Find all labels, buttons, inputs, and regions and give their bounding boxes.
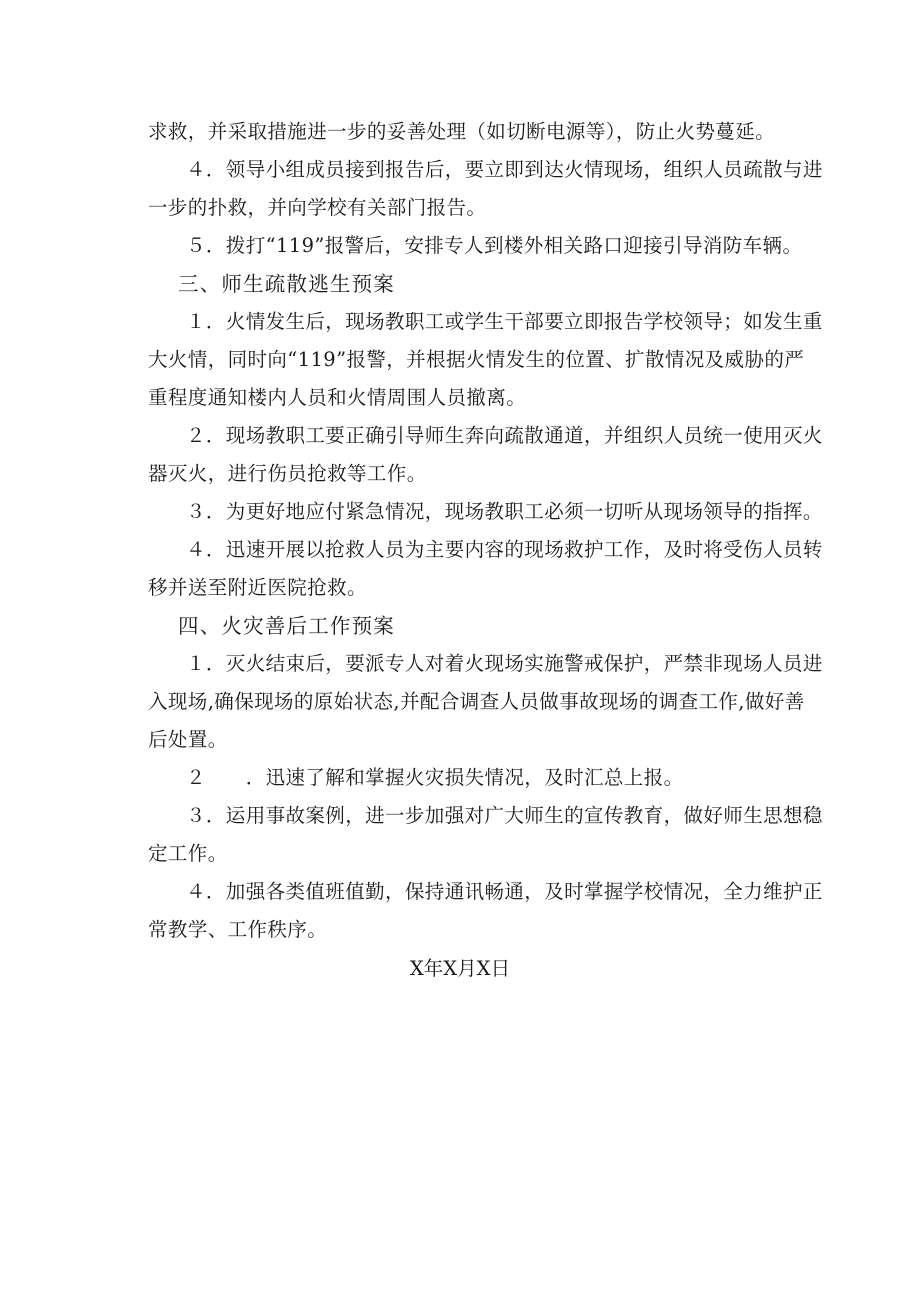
section-heading-evacuation: 三、师生疏散逃生预案	[178, 272, 395, 296]
aftermath-item-4-line-1: ４．加强各类值班值勤，保持通讯畅通，及时掌握学校情况，全力维护正	[186, 880, 823, 903]
aftermath-item-1-line-1: １．灭火结束后，要派专人对着火现场实施警戒保护，严禁非现场人员进	[186, 652, 823, 675]
evacuation-item-1-line-2: 大火情，同时向“119”报警，并根据火情发生的位置、扩散情况及威胁的严	[148, 348, 805, 371]
evacuation-item-1-line-1: １．火情发生后，现场教职工或学生干部要立即报告学校领导；如发生重	[186, 310, 823, 333]
list-item-4-line-2: 一步的扑救，并向学校有关部门报告。	[148, 196, 487, 219]
evacuation-item-2-line-2: 器灭火，进行伤员抢救等工作。	[148, 462, 427, 485]
aftermath-item-4-line-2: 常教学、工作秩序。	[148, 918, 328, 941]
aftermath-item-1-line-3: 后处置。	[148, 728, 228, 751]
aftermath-item-3-line-2: 定工作。	[148, 842, 228, 865]
list-item-5: ５．拨打“119”报警后，安排专人到楼外相关路口迎接引导消防车辆。	[186, 234, 803, 257]
evacuation-item-1-line-3: 重程度通知楼内人员和火情周围人员撤离。	[148, 386, 527, 409]
evacuation-item-2-line-1: ２．现场教职工要正确引导师生奔向疏散通道，并组织人员统一使用灭火	[186, 424, 823, 447]
section-heading-aftermath: 四、火灾善后工作预案	[178, 614, 395, 638]
document-body	[148, 113, 823, 949]
aftermath-item-1-line-2: 入现场,确保现场的原始状态,并配合调查人员做事故现场的调查工作,做好善	[148, 690, 805, 713]
document-date: X年X月X日	[409, 957, 511, 980]
paragraph-line: 求救，并采取措施进一步的妥善处理（如切断电源等），防止火势蔓延。	[148, 120, 776, 143]
list-item-4-line-1: ４．领导小组成员接到报告后，要立即到达火情现场，组织人员疏散与进	[186, 158, 823, 181]
evacuation-item-4-line-1: ４．迅速开展以抢救人员为主要内容的现场救护工作，及时将受伤人员转	[186, 538, 823, 561]
evacuation-item-4-line-2: 移并送至附近医院抢救。	[148, 576, 367, 599]
aftermath-item-2: ２ ．迅速了解和掌握火灾损失情况，及时汇总上报。	[186, 766, 684, 789]
evacuation-item-3: ３．为更好地应付紧急情况，现场教职工必须一切听从现场领导的指挥。	[186, 500, 823, 523]
aftermath-item-3-line-1: ３．运用事故案例，进一步加强对广大师生的宣传教育，做好师生思想稳	[186, 804, 823, 827]
